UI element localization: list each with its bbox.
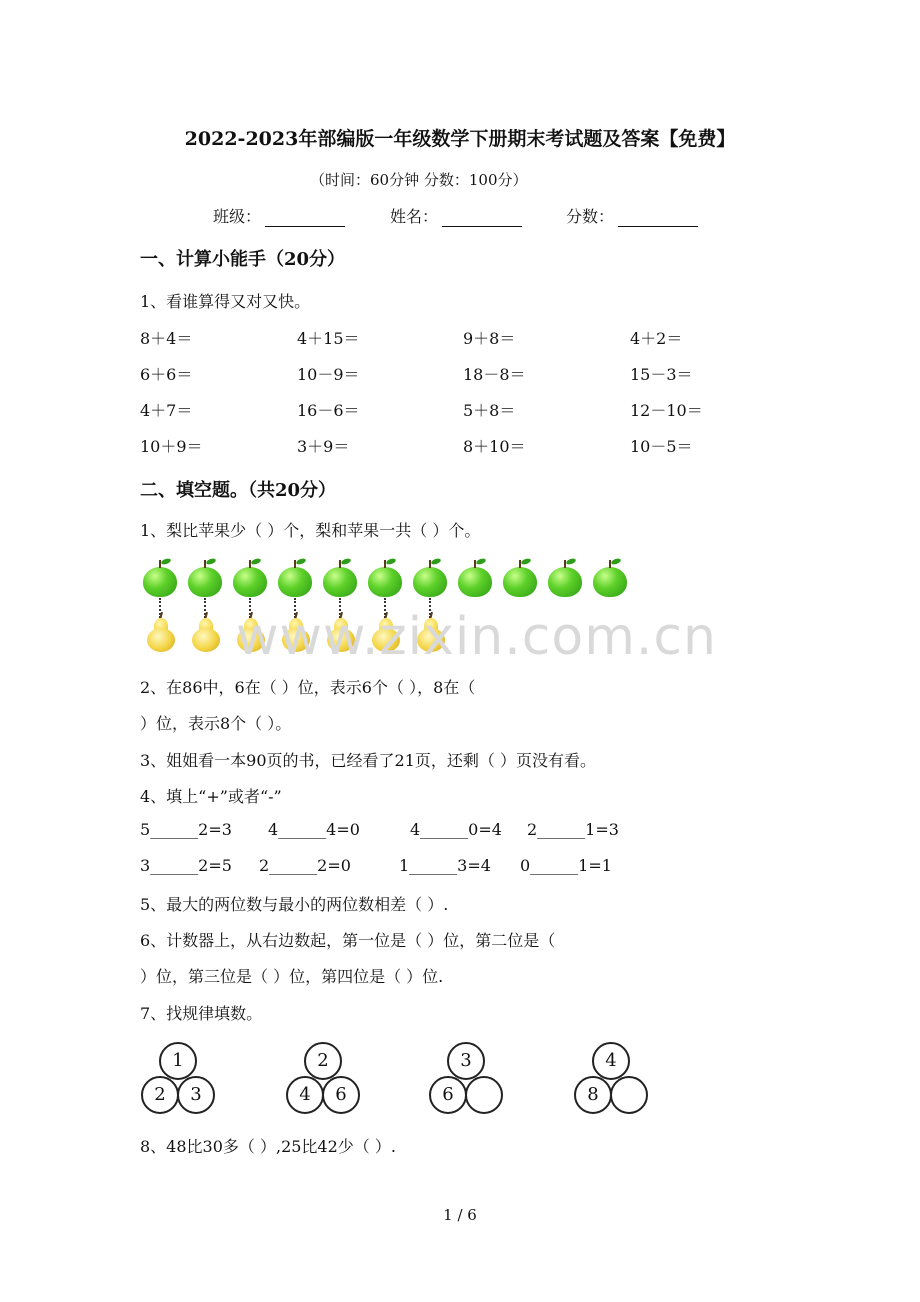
pattern-circle-right: 3 bbox=[177, 1076, 215, 1114]
pear-icon bbox=[146, 614, 176, 652]
section1-heading: 一、计算小能手（20分） bbox=[140, 249, 346, 270]
pattern-circle-top: 1 bbox=[159, 1042, 197, 1080]
pattern-circle-left: 2 bbox=[141, 1076, 179, 1114]
calc-item: 8＋10＝ bbox=[463, 437, 526, 456]
name-label: 姓名： bbox=[390, 207, 439, 226]
fill-sign-item[interactable]: 5______2=3 bbox=[140, 820, 232, 839]
calc-item: 10－9＝ bbox=[297, 365, 360, 384]
calc-item: 18－8＝ bbox=[463, 365, 526, 384]
pattern-circle-right-blank[interactable] bbox=[465, 1076, 503, 1114]
apple-icon bbox=[503, 567, 537, 597]
apple-icon bbox=[233, 567, 267, 597]
calc-item: 9＋8＝ bbox=[463, 329, 516, 348]
watermark-text: www.zixin.com.cn bbox=[236, 607, 717, 667]
fill-sign-item[interactable]: 4______0=4 bbox=[410, 820, 502, 839]
calc-item: 4＋7＝ bbox=[140, 401, 193, 420]
calc-item: 6＋6＝ bbox=[140, 365, 193, 384]
pattern-circle-left: 8 bbox=[574, 1076, 612, 1114]
section2-q5: 5、最大的两位数与最小的两位数相差（ ）. bbox=[140, 895, 449, 914]
class-label: 班级： bbox=[213, 207, 262, 226]
calc-item: 12－10＝ bbox=[630, 401, 703, 420]
apple-icon bbox=[143, 567, 177, 597]
calc-item: 4＋2＝ bbox=[630, 329, 683, 348]
score-field[interactable] bbox=[566, 204, 698, 227]
score-blank[interactable] bbox=[618, 210, 698, 227]
section2-q1: 1、梨比苹果少（ ）个，梨和苹果一共（ ）个。 bbox=[140, 521, 481, 540]
apple-icon bbox=[188, 567, 222, 597]
pattern-circle-top: 3 bbox=[447, 1042, 485, 1080]
section2-q2-line1: 2、在86中，6在（ ）位，表示6个（ ），8在（ bbox=[140, 678, 476, 697]
calc-item: 16－6＝ bbox=[297, 401, 360, 420]
fill-sign-item[interactable]: 3______2=5 bbox=[140, 856, 232, 875]
apple-icon bbox=[413, 567, 447, 597]
exam-time-score: （时间：60分钟 分数：100分） bbox=[310, 171, 528, 189]
section2-q7: 7、找规律填数。 bbox=[140, 1004, 263, 1023]
class-blank[interactable] bbox=[265, 210, 345, 227]
apple-icon bbox=[323, 567, 357, 597]
section2-q3: 3、姐姐看一本90页的书，已经看了21页，还剩（ ）页没有看。 bbox=[140, 751, 596, 770]
calc-item: 10－5＝ bbox=[630, 437, 693, 456]
fill-sign-item[interactable]: 2______1=3 bbox=[527, 820, 619, 839]
pattern-circle-left: 4 bbox=[286, 1076, 324, 1114]
apple-icon bbox=[278, 567, 312, 597]
section2-q2-line2: ）位，表示8个（ ）。 bbox=[140, 714, 292, 733]
pear-icon bbox=[191, 614, 221, 652]
name-blank[interactable] bbox=[442, 210, 522, 227]
section2-heading: 二、填空题。（共20分） bbox=[140, 480, 337, 501]
section2-q6-line1: 6、计数器上，从右边数起，第一位是（ ）位，第二位是（ bbox=[140, 931, 556, 950]
pattern-circle-right-blank[interactable] bbox=[610, 1076, 648, 1114]
section2-q4: 4、填上“+”或者“-” bbox=[140, 787, 282, 806]
fill-sign-item[interactable]: 1______3=4 bbox=[399, 856, 491, 875]
score-label: 分数： bbox=[566, 207, 615, 226]
calc-item: 5＋8＝ bbox=[463, 401, 516, 420]
pattern-circle-left: 6 bbox=[429, 1076, 467, 1114]
pattern-circle-top: 2 bbox=[304, 1042, 342, 1080]
apple-icon bbox=[593, 567, 627, 597]
section2-q6-line2: ）位，第三位是（ ）位，第四位是（ ）位. bbox=[140, 967, 444, 986]
apple-icon bbox=[458, 567, 492, 597]
page-number: 1 / 6 bbox=[443, 1206, 477, 1224]
fill-sign-item[interactable]: 0______1=1 bbox=[520, 856, 612, 875]
page-title: 2022-2023年部编版一年级数学下册期末考试题及答案【免费】 bbox=[184, 128, 736, 150]
fill-sign-item[interactable]: 4______4=0 bbox=[268, 820, 360, 839]
calc-item: 10＋9＝ bbox=[140, 437, 203, 456]
pattern-circle-top: 4 bbox=[592, 1042, 630, 1080]
section2-q8: 8、48比30多（ ）,25比42少（ ）. bbox=[140, 1137, 396, 1156]
pattern-circle-right: 6 bbox=[322, 1076, 360, 1114]
name-field[interactable] bbox=[390, 204, 522, 227]
calc-item: 15－3＝ bbox=[630, 365, 693, 384]
calc-item: 3＋9＝ bbox=[297, 437, 350, 456]
class-field[interactable] bbox=[213, 204, 345, 227]
apple-icon bbox=[368, 567, 402, 597]
calc-item: 4＋15＝ bbox=[297, 329, 360, 348]
apple-icon bbox=[548, 567, 582, 597]
calc-item: 8＋4＝ bbox=[140, 329, 193, 348]
fill-sign-item[interactable]: 2______2=0 bbox=[259, 856, 351, 875]
section1-q1: 1、看谁算得又对又快。 bbox=[140, 292, 311, 311]
